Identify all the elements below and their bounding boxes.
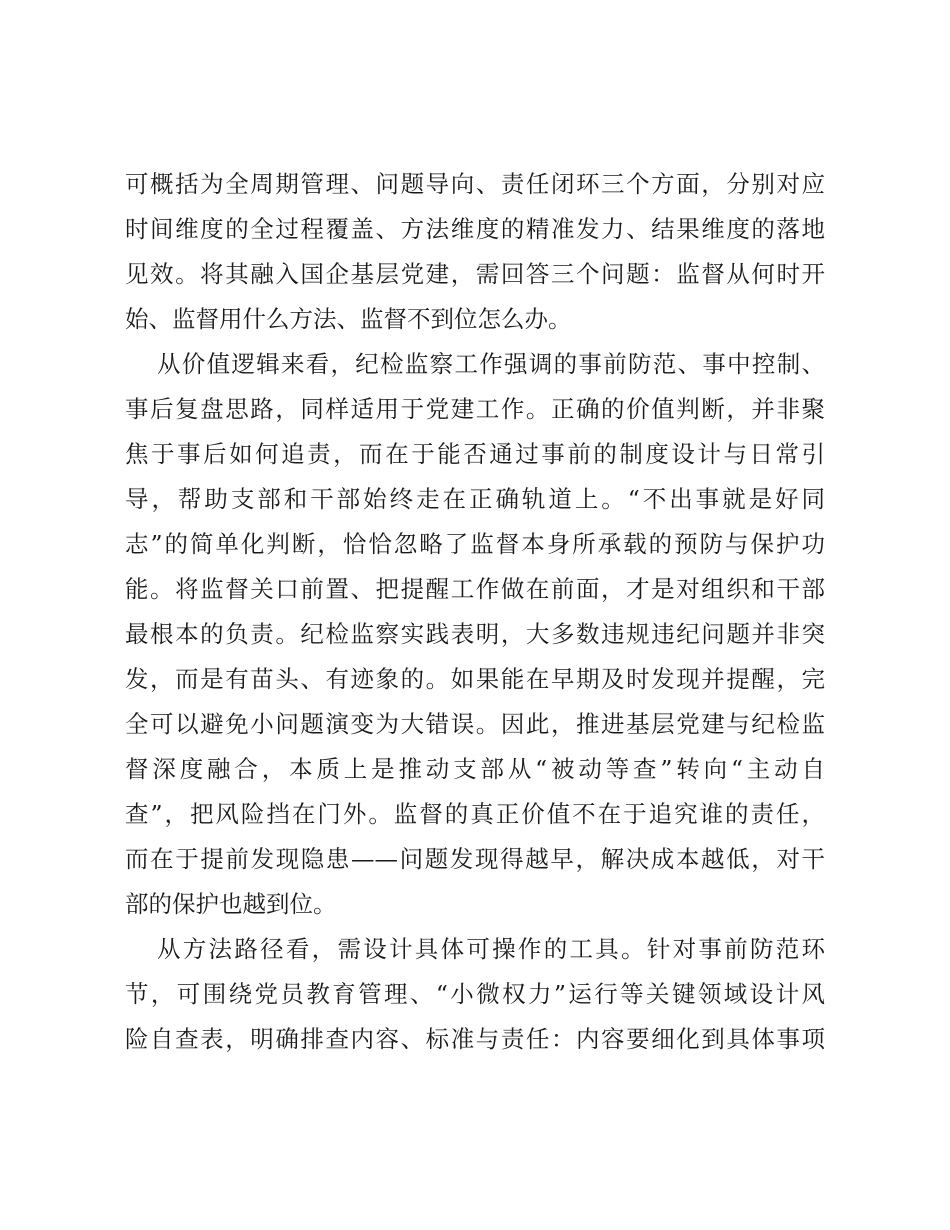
- paragraph-1-line-4: 始、监督用什么方法、监督不到位怎么办。: [125, 305, 572, 333]
- paragraph-2-line-3: 焦于事后如何追责，而在于能否通过事前的制度设计与日常引: [125, 440, 825, 468]
- paragraph-2-line-13: 部的保护也越到位。: [125, 890, 337, 918]
- paragraph-2-line-6: 能。将监督关口前置、把提醒工作做在前面，才是对组织和干部: [125, 575, 825, 603]
- paragraph-2-line-12: 而在于提前发现隐患——问题发现得越早，解决成本越低，对干: [125, 845, 825, 873]
- paragraph-2-line-7: 最根本的负责。纪检监察实践表明，大多数违规违纪问题并非突: [125, 620, 825, 648]
- paragraph-2-line-2: 事后复盘思路，同样适用于党建工作。正确的价值判断，并非聚: [125, 395, 825, 423]
- paragraph-2-line-4: 导，帮助支部和干部始终走在正确轨道上。“不出事就是好同: [125, 485, 825, 513]
- paragraph-2-line-9: 全可以避免小问题演变为大错误。因此，推进基层党建与纪检监: [125, 710, 825, 738]
- paragraph-1-line-1: 可概括为全周期管理、问题导向、责任闭环三个方面，分别对应: [125, 170, 825, 198]
- paragraph-1-line-3: 见效。将其融入国企基层党建，需回答三个问题：监督从何时开: [125, 260, 825, 288]
- paragraph-3-line-1: 从方法路径看，需设计具体可操作的工具。针对事前防范环: [157, 935, 825, 963]
- paragraph-2-line-10: 督深度融合，本质上是推动支部从“被动等查”转向“主动自: [125, 755, 825, 783]
- paragraph-2-line-11: 查”，把风险挡在门外。监督的真正价值不在于追究谁的责任，: [125, 800, 825, 828]
- paragraph-2-line-5: 志”的简单化判断，恰恰忽略了监督本身所承载的预防与保护功: [125, 530, 825, 558]
- paragraph-2-line-8: 发，而是有苗头、有迹象的。如果能在早期及时发现并提醒，完: [125, 665, 825, 693]
- paragraph-1-line-2: 时间维度的全过程覆盖、方法维度的精准发力、结果维度的落地: [125, 215, 825, 243]
- paragraph-3-line-3: 险自查表，明确排查内容、标准与责任：内容要细化到具体事项: [125, 1025, 825, 1053]
- paragraph-2-line-1: 从价值逻辑来看，纪检监察工作强调的事前防范、事中控制、: [157, 350, 825, 378]
- paragraph-3-line-2: 节，可围绕党员教育管理、“小微权力”运行等关键领域设计风: [125, 980, 825, 1008]
